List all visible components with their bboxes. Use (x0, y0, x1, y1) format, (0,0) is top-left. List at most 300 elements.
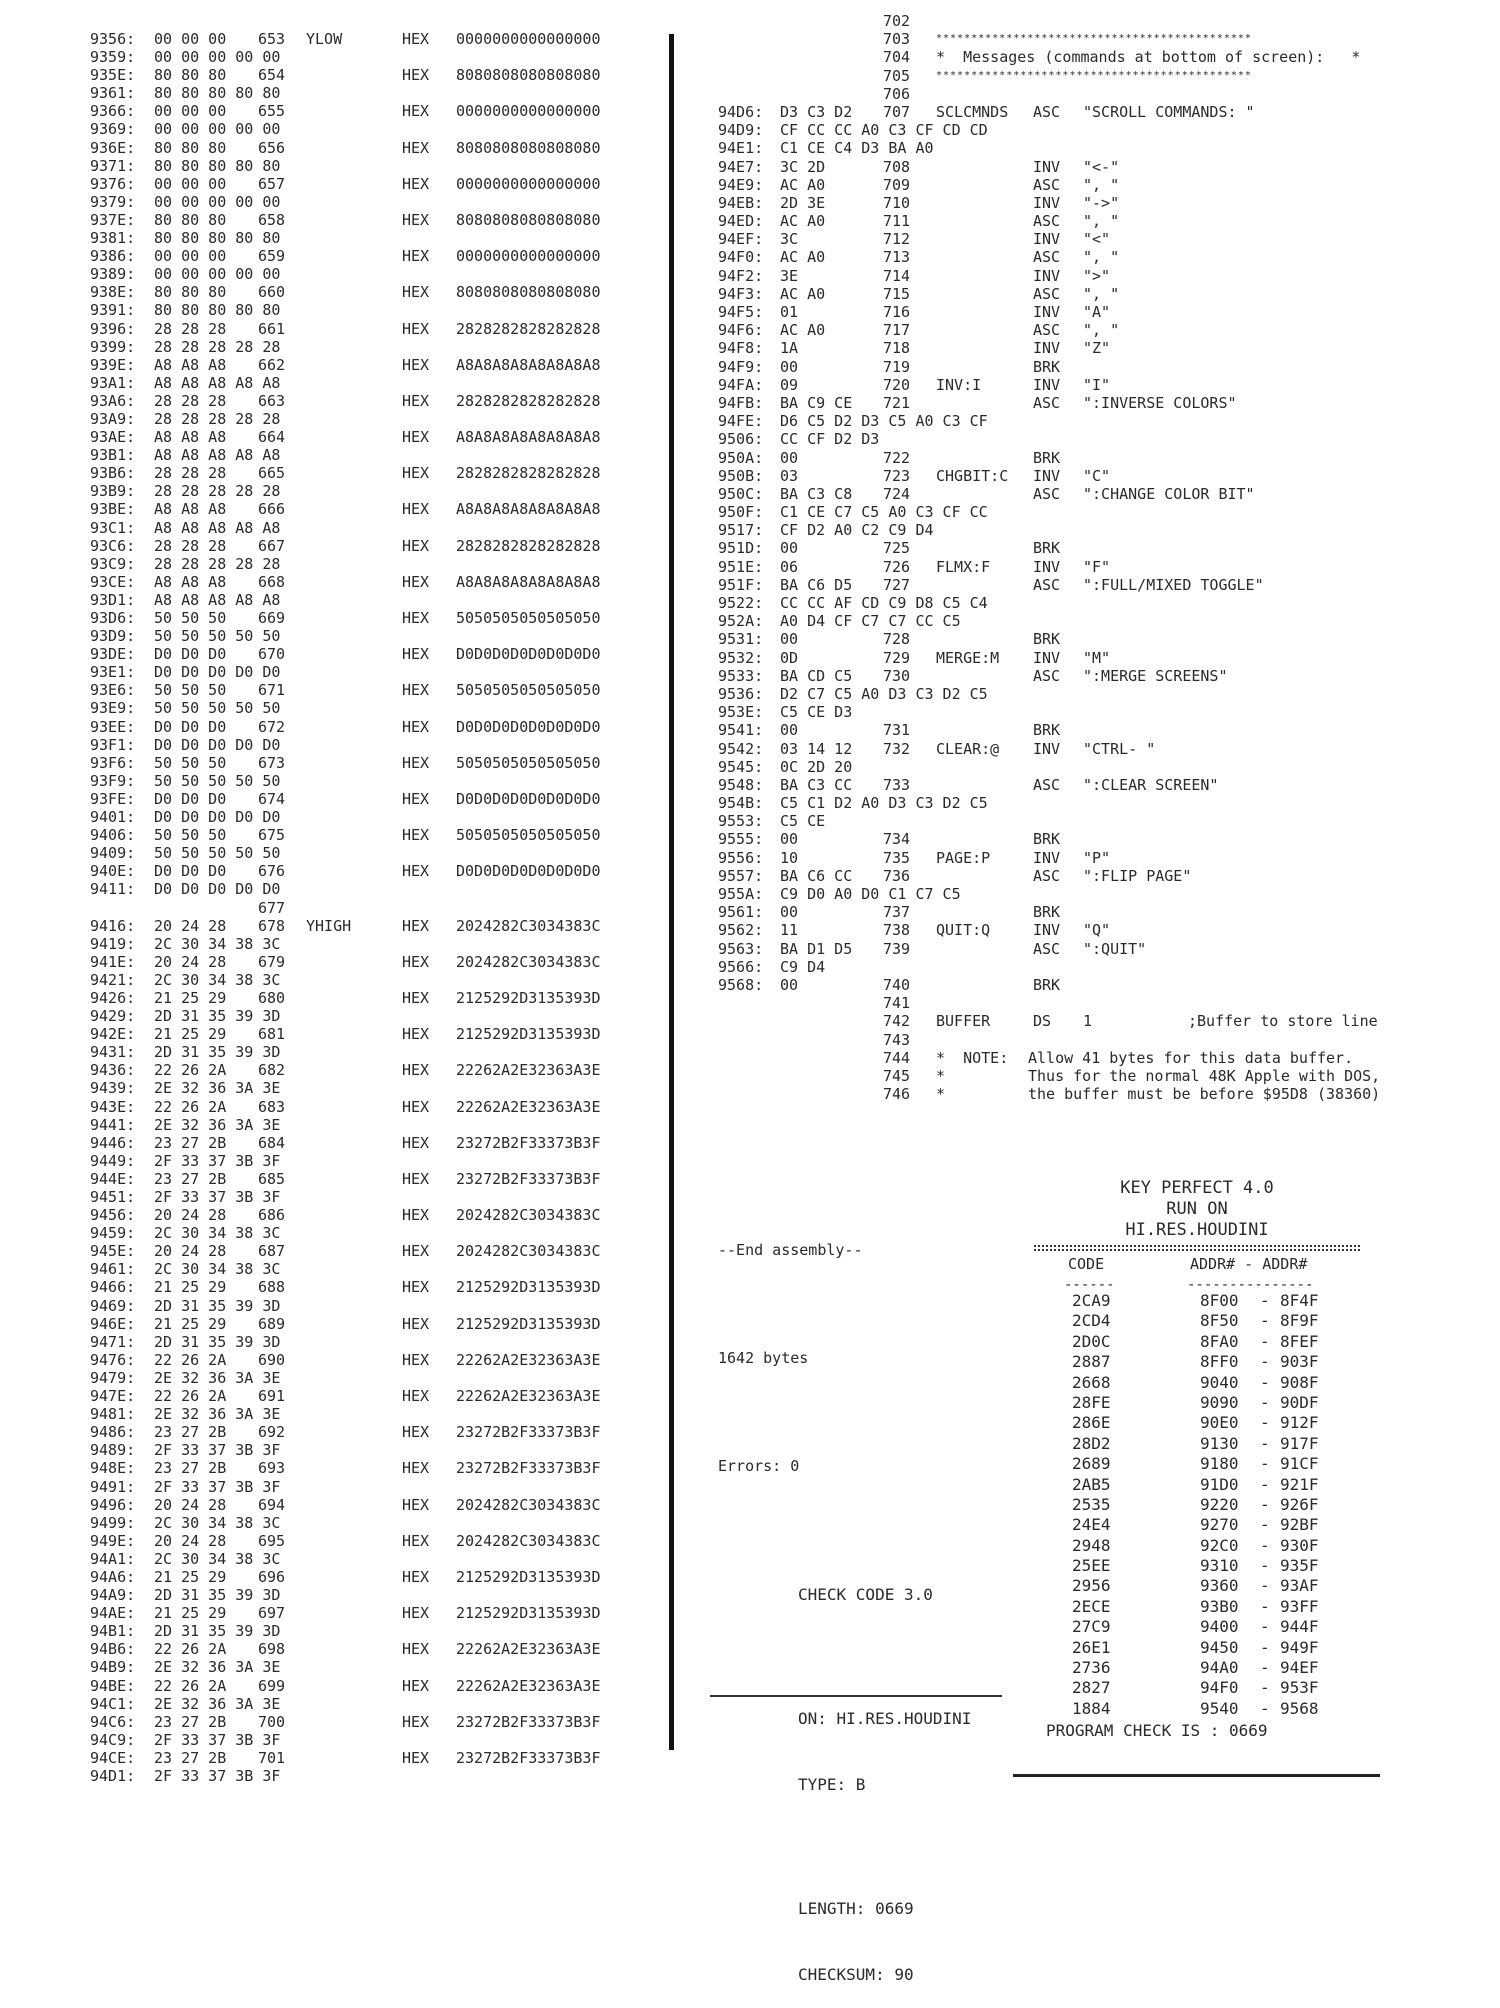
line-number: 709 (883, 175, 911, 194)
line-number: 740 (883, 975, 911, 994)
operand: ":CLEAR SCREEN" (1083, 775, 1219, 794)
line-number: 727 (883, 575, 911, 594)
line-number: 670 (258, 645, 286, 664)
address: 950F: (718, 503, 764, 522)
address: 93DE: (90, 645, 136, 664)
address: 947E: (90, 1387, 136, 1406)
listing-row (90, 1043, 670, 1061)
key-perfect-panel (1012, 1178, 1382, 1740)
listing-row (90, 1351, 670, 1369)
address: 9476: (90, 1350, 136, 1369)
opcode: HEX (402, 247, 430, 266)
line-number: 661 (258, 319, 286, 338)
byte-values: 50 50 50 (154, 753, 227, 772)
listing-row (718, 48, 1478, 66)
byte-values: 50 50 50 (154, 681, 227, 700)
listing-row (718, 758, 1478, 776)
byte-values: 2D 31 35 39 3D (154, 1332, 281, 1351)
line-number: 681 (258, 1025, 286, 1044)
listing-row (90, 1496, 670, 1514)
byte-values: 80 80 80 (154, 66, 227, 85)
start-address: 9270 (1200, 1515, 1239, 1535)
line-number: 712 (883, 230, 911, 249)
byte-values: 00 00 00 (154, 174, 227, 193)
opcode: ASC (1033, 666, 1061, 685)
operand: 0000000000000000 (456, 174, 601, 193)
listing-row (90, 663, 670, 681)
opcode: HEX (402, 789, 430, 808)
byte-values: BA C6 CC (780, 866, 853, 885)
byte-values: 22 26 2A (154, 1097, 227, 1116)
range-dash: - (1260, 1413, 1270, 1433)
listing-row (90, 1478, 670, 1496)
range-dash: - (1260, 1535, 1270, 1555)
range-dash: - (1260, 1433, 1270, 1453)
address: 9391: (90, 301, 136, 320)
opcode: HEX (402, 1531, 430, 1550)
checksum-code: 2689 (1072, 1454, 1111, 1474)
listing-row (718, 121, 1478, 139)
operand: 1 (1083, 1012, 1093, 1031)
key-perfect-row (1012, 1699, 1382, 1719)
opcode: HEX (402, 1206, 430, 1225)
operand: 5050505050505050 (456, 753, 601, 772)
address: 9426: (90, 988, 136, 1007)
operand: "A" (1083, 303, 1111, 321)
address: 9562: (718, 921, 764, 940)
checksum-code: 28FE (1072, 1392, 1111, 1412)
address: 9531: (718, 630, 764, 649)
address: 94E7: (718, 157, 764, 176)
listing-row (90, 320, 670, 338)
opcode: HEX (402, 1169, 430, 1188)
listing-row (90, 1405, 670, 1423)
byte-values: D0 D0 D0 (154, 862, 227, 881)
listing-row (90, 971, 670, 989)
end-address: 91CF (1280, 1454, 1319, 1474)
start-address: 94A0 (1200, 1658, 1239, 1678)
listing-row (718, 667, 1478, 685)
checksum-code: 2CA9 (1072, 1291, 1111, 1310)
byte-values: 2C 30 34 38 3C (154, 1224, 281, 1243)
range-dash: - (1260, 1678, 1270, 1698)
operand: A8A8A8A8A8A8A8A8 (456, 572, 601, 591)
line-number: 717 (883, 321, 911, 340)
key-perfect-row (1012, 1373, 1382, 1393)
byte-values: C5 CE (780, 812, 826, 831)
opcode: HEX (402, 1314, 430, 1333)
address: 93CE: (90, 572, 136, 591)
opcode: HEX (402, 391, 430, 410)
line-number: 666 (258, 500, 286, 519)
byte-values: 20 24 28 (154, 1242, 227, 1261)
address: 94FE: (718, 412, 764, 431)
start-address: 90E0 (1200, 1413, 1239, 1433)
listing-row (718, 794, 1478, 812)
operand: ", " (1083, 175, 1120, 194)
byte-values: BA CD C5 (780, 666, 853, 685)
address: 9399: (90, 337, 136, 356)
address: 9441: (90, 1115, 136, 1134)
label: YLOW (306, 30, 343, 48)
opcode: HEX (402, 753, 430, 772)
listing-row (718, 539, 1478, 557)
byte-values: A8 A8 A8 A8 A8 (154, 590, 281, 609)
listing-row (90, 1695, 670, 1713)
address: 9406: (90, 826, 136, 845)
range-dash: - (1260, 1372, 1270, 1392)
byte-values: 00 (780, 975, 799, 994)
address: 9517: (718, 521, 764, 540)
address: 9506: (718, 430, 764, 449)
listing-row (718, 885, 1478, 903)
byte-values: BA C3 CC (780, 775, 853, 794)
opcode: BRK (1033, 357, 1061, 376)
listing-row (90, 30, 670, 48)
operand: ":FLIP PAGE" (1083, 866, 1192, 885)
address: 94AE: (90, 1604, 136, 1623)
byte-values: 20 24 28 (154, 1531, 227, 1550)
operand: 2024282C3034383C (456, 1206, 601, 1225)
end-address: 953F (1280, 1678, 1319, 1698)
operand: 2125292D3135393D (456, 1025, 601, 1044)
byte-values: 00 (780, 630, 799, 649)
address: 942E: (90, 1025, 136, 1044)
opcode: ASC (1033, 393, 1061, 412)
operand: 2828282828282828 (456, 391, 601, 410)
listing-row (90, 410, 670, 428)
byte-values: 28 28 28 28 28 (154, 554, 281, 573)
line-number: 745 (883, 1066, 911, 1085)
label: SCLCMNDS (936, 102, 1009, 121)
opcode: INV (1033, 375, 1061, 394)
key-perfect-row (1012, 1475, 1382, 1495)
line-number: 682 (258, 1061, 286, 1080)
opcode: HEX (402, 102, 430, 121)
byte-values: 80 80 80 (154, 283, 227, 302)
opcode: INV (1033, 230, 1061, 249)
byte-values: 2F 33 37 3B 3F (154, 1477, 281, 1496)
operand: D0D0D0D0D0D0D0D0 (456, 645, 601, 664)
address: 94D6: (718, 102, 764, 121)
line-number: 680 (258, 988, 286, 1007)
byte-values: 10 (780, 848, 799, 867)
opcode: INV (1033, 339, 1061, 358)
operand: 23272B2F33373B3F (456, 1748, 601, 1767)
listing-row (90, 1568, 670, 1586)
line-number: 743 (883, 1030, 911, 1049)
start-address: 8F00 (1200, 1291, 1239, 1310)
byte-values: 00 (780, 357, 799, 376)
byte-values: 00 (780, 721, 799, 740)
operand: "M" (1083, 648, 1111, 667)
range-dash: - (1260, 1658, 1270, 1678)
address: 936E: (90, 138, 136, 157)
opcode: HEX (402, 66, 430, 85)
byte-values: D6 C5 D2 D3 C5 A0 C3 CF (780, 412, 988, 431)
address: 93A6: (90, 391, 136, 410)
byte-values: 00 00 00 00 00 (154, 265, 281, 284)
line-number: 677 (258, 898, 286, 917)
byte-values: 03 (780, 466, 799, 485)
range-column-header: ADDR# - ADDR# (1190, 1255, 1308, 1273)
operand: 0000000000000000 (456, 247, 601, 266)
byte-values: AC A0 (780, 175, 826, 194)
byte-values: 2C 30 34 38 3C (154, 970, 281, 989)
line-number: 674 (258, 789, 286, 808)
address: 9359: (90, 48, 136, 67)
start-address: 9310 (1200, 1556, 1239, 1576)
address: 93E6: (90, 681, 136, 700)
listing-row (90, 790, 670, 808)
byte-values: 09 (780, 375, 799, 394)
listing-row (718, 721, 1478, 739)
address: 9479: (90, 1368, 136, 1387)
listing-row (718, 630, 1478, 648)
line-number: 685 (258, 1169, 286, 1188)
address: 93F6: (90, 753, 136, 772)
line-number: 663 (258, 391, 286, 410)
byte-values: 00 00 00 (154, 30, 227, 48)
listing-row (718, 612, 1478, 630)
line-number: 668 (258, 572, 286, 591)
operand: 0000000000000000 (456, 102, 601, 121)
address: 9431: (90, 1043, 136, 1062)
operand: "Q" (1083, 921, 1111, 940)
operand: 22262A2E32363A3E (456, 1676, 601, 1695)
operand: 2125292D3135393D (456, 1314, 601, 1333)
line-number: 736 (883, 866, 911, 885)
byte-values: BA C6 D5 (780, 575, 853, 594)
address: 9411: (90, 880, 136, 899)
address: 94A6: (90, 1567, 136, 1586)
address: 93D1: (90, 590, 136, 609)
listing-row (90, 935, 670, 953)
line-number: 696 (258, 1567, 286, 1586)
byte-values: 20 24 28 (154, 952, 227, 971)
listing-row (90, 48, 670, 66)
address: 94F3: (718, 284, 764, 303)
address: 944E: (90, 1169, 136, 1188)
byte-values: 23 27 2B (154, 1169, 227, 1188)
header-underline: ------ --------------- (1064, 1277, 1314, 1293)
listing-row (90, 1731, 670, 1749)
address: 9557: (718, 866, 764, 885)
listing-row (90, 1116, 670, 1134)
listing-row (90, 627, 670, 645)
byte-values: 2E 32 36 3A 3E (154, 1694, 281, 1713)
byte-values: 00 (780, 448, 799, 467)
listing-row (90, 1387, 670, 1405)
byte-values: A8 A8 A8 (154, 500, 227, 519)
key-perfect-subtitle: RUN ON (1166, 1199, 1228, 1219)
byte-values: C1 CE C7 C5 A0 C3 CF CC (780, 503, 988, 522)
operand: 2024282C3034383C (456, 1242, 601, 1261)
address: 9532: (718, 648, 764, 667)
listing-row (718, 230, 1478, 248)
line-number: 683 (258, 1097, 286, 1116)
line-number: 702 (883, 12, 911, 30)
address: 9561: (718, 903, 764, 922)
range-dash: - (1260, 1494, 1270, 1514)
checksum-code: 2887 (1072, 1352, 1111, 1372)
address: 955A: (718, 885, 764, 903)
label: QUIT:Q (936, 921, 991, 940)
line-number: 657 (258, 174, 286, 193)
line-number: 686 (258, 1206, 286, 1225)
byte-values: 2F 33 37 3B 3F (154, 1188, 281, 1206)
address: 9555: (718, 830, 764, 849)
listing-row (718, 1085, 1478, 1103)
operand: 8080808080808080 (456, 66, 601, 85)
address: 93D9: (90, 627, 136, 646)
address: 9541: (718, 721, 764, 740)
byte-values: 28 28 28 (154, 391, 227, 410)
address: 94ED: (718, 212, 764, 231)
address: 94C1: (90, 1694, 136, 1713)
line-number: 738 (883, 921, 911, 940)
label: INV:I (936, 375, 982, 394)
label: PAGE:P (936, 848, 991, 867)
byte-values: 21 25 29 (154, 1314, 227, 1333)
address: 9451: (90, 1188, 136, 1206)
line-number: 695 (258, 1531, 286, 1550)
listing-row (90, 1441, 670, 1459)
listing-row (90, 1713, 670, 1731)
address: 93C9: (90, 554, 136, 573)
address: 93BE: (90, 500, 136, 519)
separator-rule (1034, 1245, 1360, 1247)
address: 938E: (90, 283, 136, 302)
line-number: 675 (258, 826, 286, 845)
operand: 2828282828282828 (456, 536, 601, 555)
opcode: HEX (402, 1567, 430, 1586)
operand: ">" (1083, 266, 1111, 285)
start-address: 9540 (1200, 1698, 1239, 1718)
listing-row (718, 267, 1478, 285)
errors-label: Errors: 0 (718, 1457, 800, 1475)
line-number: 711 (883, 212, 911, 231)
line-number: 723 (883, 466, 911, 485)
byte-values: A8 A8 A8 (154, 428, 227, 447)
address: 9371: (90, 156, 136, 175)
operand: 23272B2F33373B3F (456, 1169, 601, 1188)
listing-row (90, 826, 670, 844)
listing-row (90, 699, 670, 717)
range-dash: - (1260, 1352, 1270, 1372)
line-number: 715 (883, 284, 911, 303)
line-number: 660 (258, 283, 286, 302)
operand: ", " (1083, 248, 1120, 267)
line-number: 669 (258, 609, 286, 627)
address: 93B6: (90, 464, 136, 483)
range-dash: - (1260, 1291, 1270, 1310)
listing-row (90, 1658, 670, 1676)
key-perfect-header (1012, 1255, 1382, 1277)
byte-values: 22 26 2A (154, 1061, 227, 1080)
operand: 2828282828282828 (456, 319, 601, 338)
listing-row (90, 1423, 670, 1441)
key-perfect-row (1012, 1678, 1382, 1698)
listing-row (90, 953, 670, 971)
byte-values: A8 A8 A8 A8 A8 (154, 373, 281, 392)
end-address: 9568 (1280, 1698, 1319, 1718)
line-number: 658 (258, 210, 286, 229)
operand: "<-" (1083, 157, 1120, 176)
opcode: INV (1033, 648, 1061, 667)
listing-row (90, 1315, 670, 1333)
address: 946E: (90, 1314, 136, 1333)
address: 950B: (718, 466, 764, 485)
byte-values: 3E (780, 266, 799, 285)
opcode: HEX (402, 138, 430, 157)
listing-row (90, 1749, 670, 1767)
opcode: INV (1033, 739, 1061, 758)
opcode: HEX (402, 1278, 430, 1297)
right-listing (718, 12, 1478, 1103)
line-number: 701 (258, 1748, 286, 1767)
address: 9396: (90, 319, 136, 338)
operand: 8080808080808080 (456, 138, 601, 157)
end-address: 949F (1280, 1637, 1319, 1657)
label: * (936, 1066, 946, 1085)
checksum-code: 2827 (1072, 1678, 1111, 1698)
operand: D0D0D0D0D0D0D0D0 (456, 789, 601, 808)
byte-values: D0 D0 D0 (154, 645, 227, 664)
end-address: 917F (1280, 1433, 1319, 1453)
listing-row (718, 321, 1478, 339)
listing-row (90, 1260, 670, 1278)
address: 9409: (90, 844, 136, 863)
listing-row (90, 356, 670, 374)
operand: 22262A2E32363A3E (456, 1061, 601, 1080)
address: 9356: (90, 30, 136, 48)
key-perfect-program: HI.RES.HOUDINI (1125, 1220, 1269, 1240)
address: 94F2: (718, 266, 764, 285)
address: 9429: (90, 1007, 136, 1026)
address: 94C9: (90, 1730, 136, 1749)
line-number: 737 (883, 903, 911, 922)
line-number: 725 (883, 539, 911, 558)
start-address: 91D0 (1200, 1474, 1239, 1494)
address: 943E: (90, 1097, 136, 1116)
opcode: ASC (1033, 575, 1061, 594)
address: 9456: (90, 1206, 136, 1225)
address: 94B1: (90, 1622, 136, 1641)
line-number: 662 (258, 355, 286, 374)
operand: Thus for the normal 48K Apple with DOS, (1028, 1066, 1381, 1085)
address: 953E: (718, 703, 764, 722)
operand: ", " (1083, 284, 1120, 303)
byte-values: 23 27 2B (154, 1748, 227, 1767)
byte-values: 11 (780, 921, 799, 940)
operand: "SCROLL COMMANDS: " (1083, 102, 1255, 121)
end-address: 921F (1280, 1474, 1319, 1494)
byte-values: BA C3 C8 (780, 484, 853, 503)
listing-row (90, 1061, 670, 1079)
listing-row (90, 519, 670, 537)
line-number: 653 (258, 30, 286, 48)
opcode: HEX (402, 1133, 430, 1152)
address: 9459: (90, 1224, 136, 1243)
listing-row (90, 573, 670, 591)
line-number: 672 (258, 717, 286, 736)
address: 939E: (90, 355, 136, 374)
listing-row (718, 303, 1478, 321)
byte-values: 21 25 29 (154, 988, 227, 1007)
address: 9533: (718, 666, 764, 685)
opcode: INV (1033, 848, 1061, 867)
